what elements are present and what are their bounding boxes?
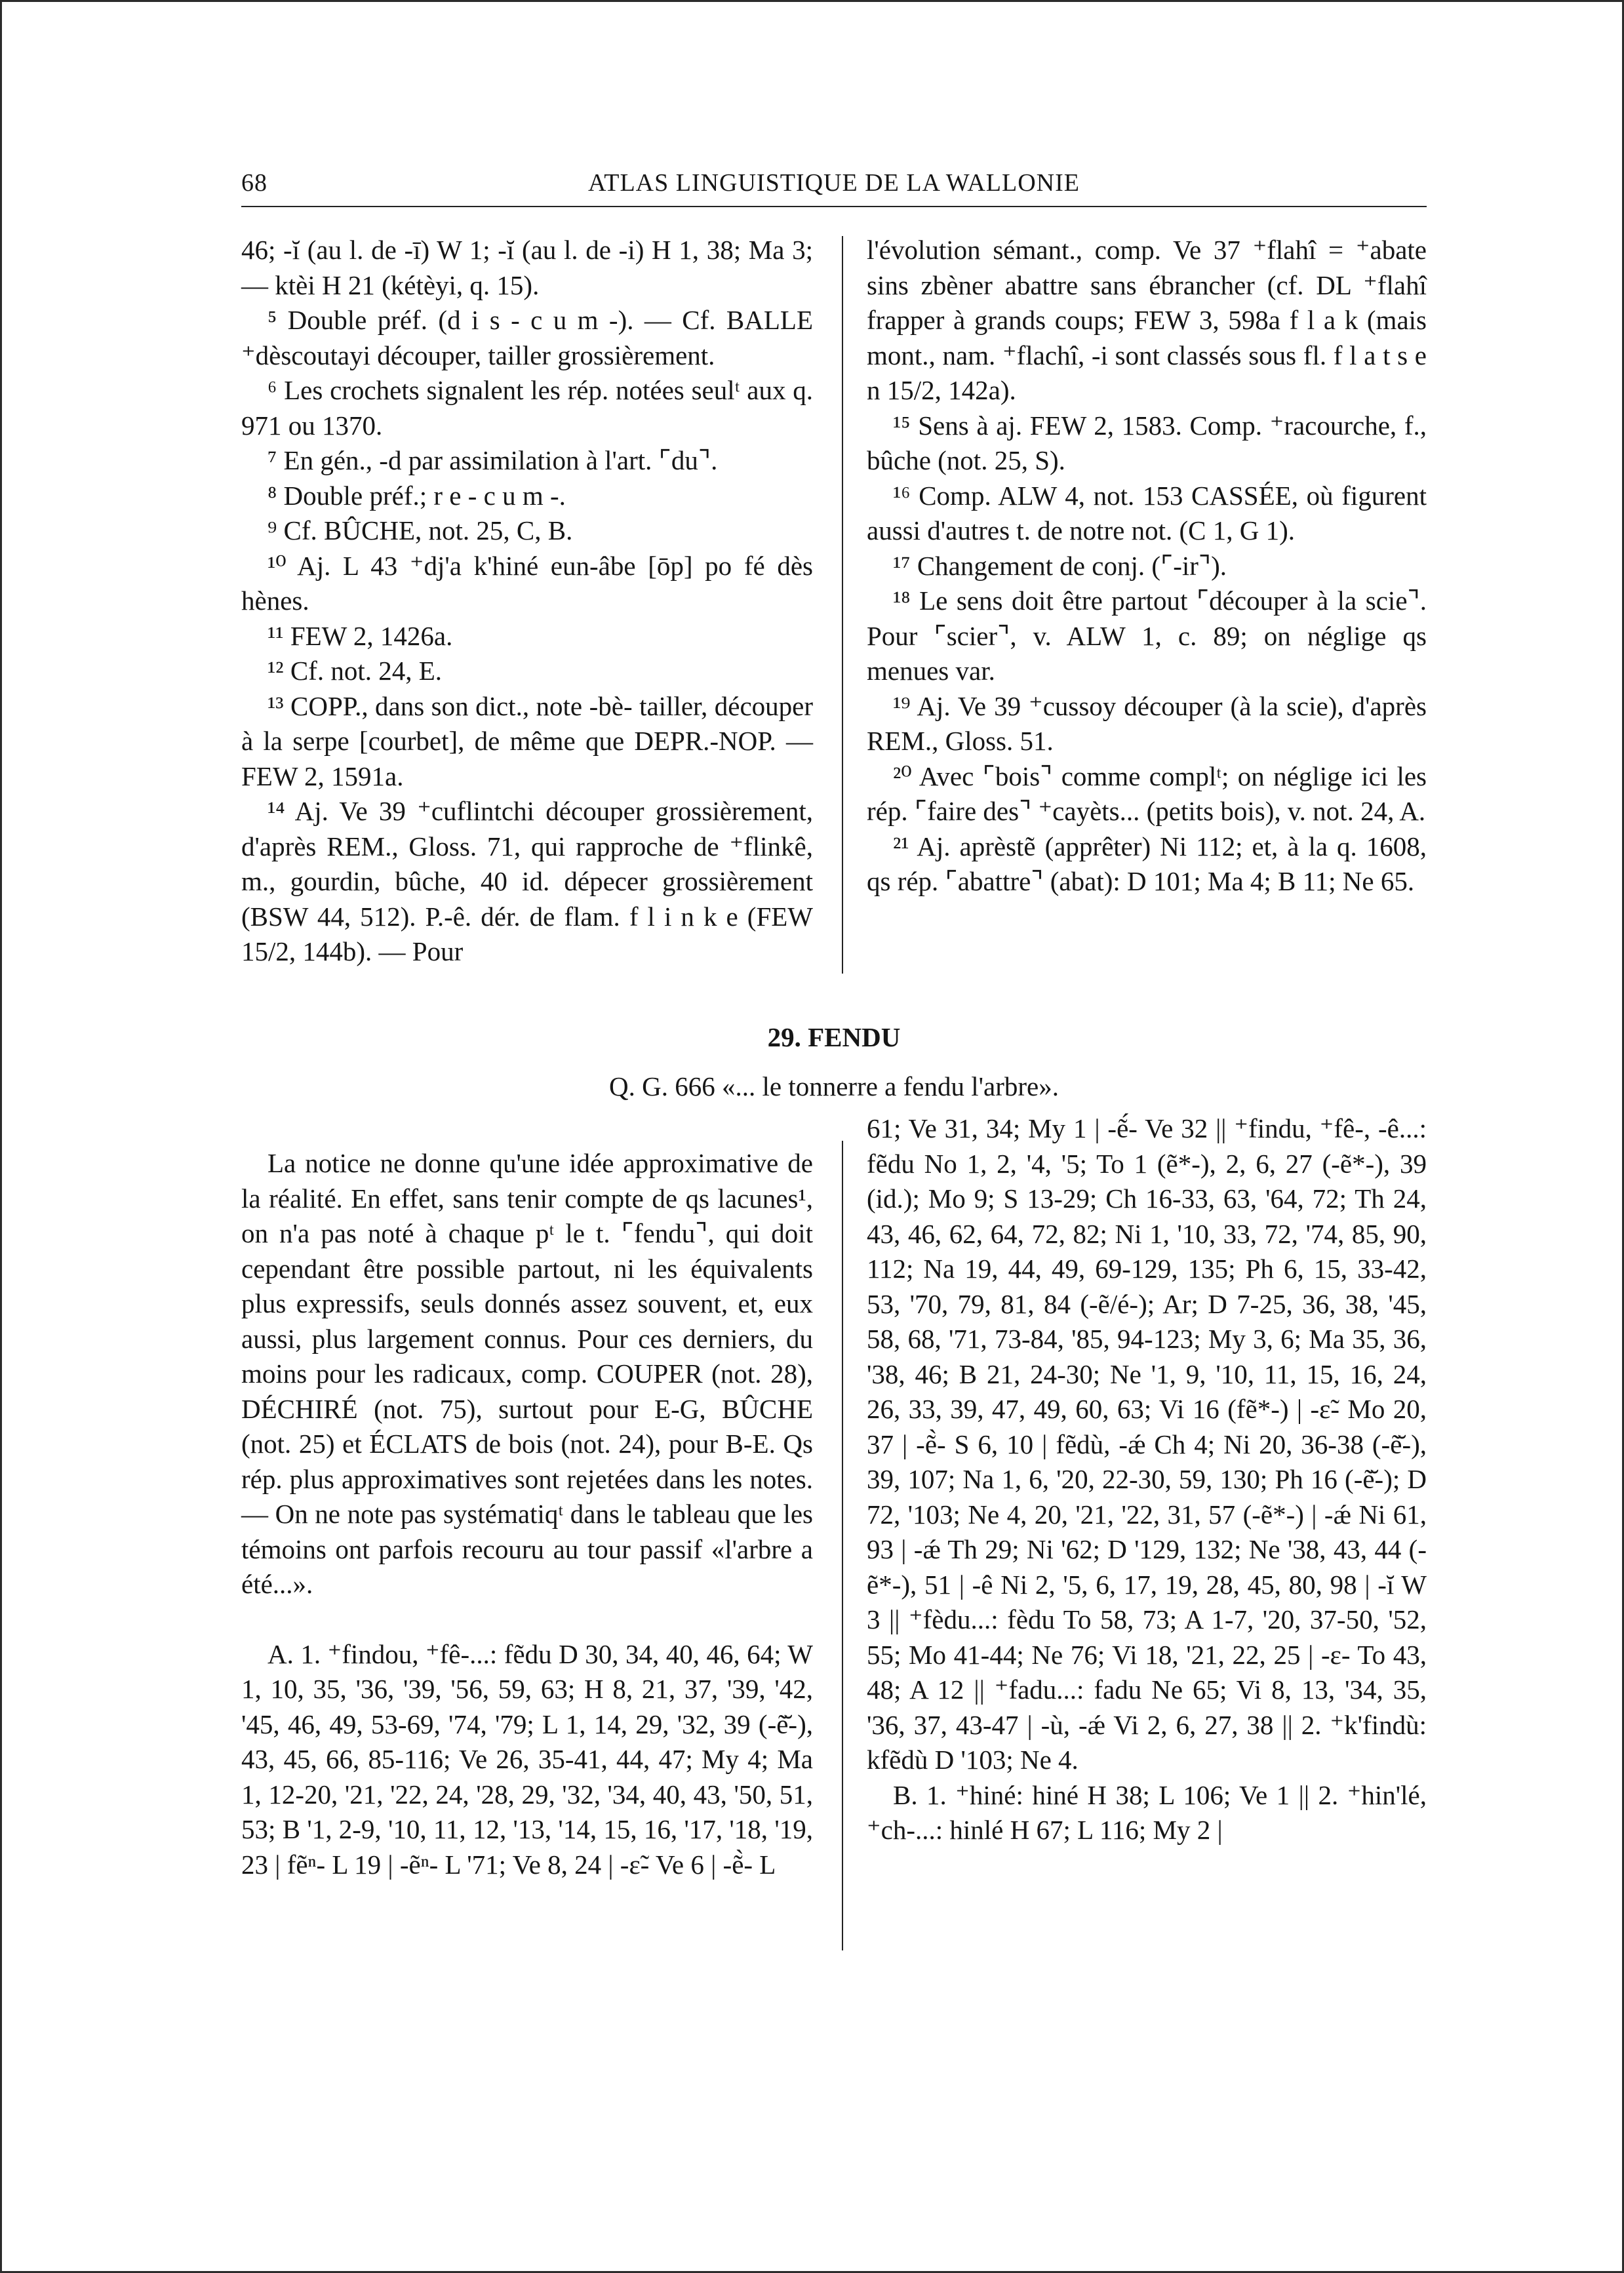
entry-b: B. 1. ⁺hiné: hiné H 38; L 106; Ve 1 || 2. ⁺hin'lé, ⁺ch-...: hinlé H 67; L 116; My 2 |: [867, 1779, 1427, 1845]
footnote-11: ¹¹ FEW 2, 1426a.: [267, 620, 453, 651]
footnote-12: ¹² Cf. not. 24, E.: [267, 656, 443, 686]
intro-paragraph: La notice ne donne qu'une idée approximative de la réalité. En effet, sans tenir compte de qs lacunes¹, on n'a pas noté à chaque pᵗ le t. ⌜fendu⌝, qui doit cependant être possible partout, ni les équivalents plus expressifs, seuls donnés assez souvent, et, eux aussi, plus largement connus. Pour ces derniers, du moins pour les radicaux, comp. COUPER (not. 28), DÉCHIRÉ (not. 75), surtout pour E-G, BÛCHE (not. 25) et ÉCLATS de bois (not. 24), pour B-E. Qs rép. plus approximatives sont rejetées dans les notes. — On ne note pas systématiqᵗ dans le tableau que les témoins ont parfois recouru au tour passif «l'arbre a été...».: [241, 1148, 813, 1599]
column-divider-bottom: [842, 1141, 843, 1950]
section-title: 29. FENDU: [767, 1022, 901, 1052]
body-right-column: [867, 1111, 1427, 1848]
page-number: 68: [241, 169, 267, 197]
footnote-6: ⁶ Les crochets signalent les rép. notées seulᵗ aux q. 971 ou 1370.: [241, 375, 813, 441]
footnote-continuation: 46; -ĭ (au l. de -ī) W 1; -ĭ (au l. de -i) H 1, 38; Ma 3; — ktèi H 21 (kétèyi, q. 15).: [241, 235, 813, 300]
running-header: [241, 168, 1427, 203]
footnotes-left-column: [241, 233, 813, 970]
footnote-20: ²⁰ Avec ⌜bois⌝ comme complᵗ; on néglige ici les rép. ⌜faire des⌝ ⁺cayèts... (petits bois), v. not. 24, A.: [867, 761, 1427, 826]
entry-a-continuation: 61; Ve 31, 34; My 1 | -ẽ́- Ve 32 || ⁺findu, ⁺fê-, -ê...: fẽdu No 1, 2, '4, '5; To 1 (ẽ*-), 2, 6, 27 (-ẽ*-), 39 (id.); Mo 9; S 13-29; Ch 16-33, 63, '64, 72; Th 24, 43, 46, 62, 64, 72, 82; Ni 1, '10, 33, 72, '74, 85, 90, 112; Na 19, 44, 49, 69-129, 135; Ph 6, 15, 33-42, 53, '70, 79, 81, 84 (-ẽ/é-); Ar; D 7-25, 36, 38, '45, 58, 68, '71, 73-84, '85, 94-123; My 3, 6; Ma 35, 36, '38, 46; B 21, 24-30; Ne '1, 9, '10, 11, 15, 16, 24, 26, 33, 39, 47, 49, 60, 63; Vi 16 (fẽ*-) | -ɛ̃- Mo 20, 37 | -ẽ̀- S 6, 10 | fẽdù, -ǽ Ch 4; Ni 20, 36-38 (-ẽ̆-), 39, 107; Na 1, 6, '20, 22-30, 59, 130; Ph 16 (-ẽ̆-); D 72, '103; Ne 4, 20, '21, '22, 31, 57 (-ẽ*-) | -ǽ Ni 61, 93 | -ǽ Th 29; Ni '62; D '129, 132; Ne '38, 43, 44 (-ẽ*-), 51 | -ê Ni 2, '5, 6, 17, 19, 28, 45, 80, 98 | -ĭ W 3 || ⁺fèdu...: fèdu To 58, 73; A 1-7, '20, 37-50, '52, 55; Mo 41-44; Ne 76; Vi 18, '21, 22, 25 | -ɛ- To 43, 48; A 12 || ⁺fadu...: fadu Ne 65; Vi 8, 13, '34, 35, '36, 37, 43-47 | -ù, -ǽ Vi 2, 6, 27, 38 || 2. ⁺k'findù: kfẽdù D '103; Ne 4.: [867, 1113, 1427, 1775]
footnote-5: ⁵ Double préf. (d i s - c u m -). — Cf. BALLE ⁺dèscoutayi découper, tailler grossièrement.: [241, 305, 813, 370]
footnote-18: ¹⁸ Le sens doit être partout ⌜découper à la scie⌝. Pour ⌜scier⌝, v. ALW 1, c. 89; on néglige qs menues var.: [867, 585, 1427, 686]
body-left-column: [241, 1146, 813, 1882]
running-title: ATLAS LINGUISTIQUE DE LA WALLONIE: [588, 169, 1080, 197]
footnote-16: ¹⁶ Comp. ALW 4, not. 153 CASSÉE, où figurent aussi d'autres t. de notre not. (C 1, G 1).: [867, 480, 1427, 545]
footnote-13: ¹³ COPP., dans son dict., note -bè- tailler, découper à la serpe [courbet], de même que DEPR.-NOP. — FEW 2, 1591a.: [241, 690, 813, 791]
entry-a: A. 1. ⁺findou, ⁺fê-...: fẽdu D 30, 34, 40, 46, 64; W 1, 10, 35, '36, '39, '56, 59, 63; H 8, 21, 37, '39, '42, '45, 46, 49, 53-69, '74, '79; L 1, 14, 29, '32, 39 (-ẽ̆-), 43, 45, 66, 85-116; Ve 26, 35-41, 44, 47; My 4; Ma 1, 12-20, '21, '22, 24, '28, 29, '32, '34, 40, 43, '50, 51, 53; B '1, 2-9, '10, 11, 12, '13, '14, 15, 16, '17, '18, '19, 23 | fẽⁿ- L 19 | -ẽⁿ- L '71; Ve 8, 24 | -ɛ̃- Ve 6 | -ẽ̀- L: [241, 1638, 813, 1880]
footnotes-right-column: [867, 233, 1427, 899]
header-rule: [241, 206, 1427, 207]
footnote-15: ¹⁵ Sens à aj. FEW 2, 1583. Comp. ⁺racourche, f., bûche (not. 25, S).: [867, 410, 1427, 475]
footnote-21: ²¹ Aj. aprèstẽ (apprêter) Ni 112; et, à la q. 1608, qs rép. ⌜abattre⌝ (abat): D 101; Ma 4; B 11; Ne 65.: [867, 831, 1427, 896]
footnote-14: ¹⁴ Aj. Ve 39 ⁺cuflintchi découper grossièrement, d'après REM., Gloss. 71, qui rapproche de ⁺flinkê, m., gourdin, bûche, 40 id. dépecer grossièrement (BSW 44, 512). P.-ê. dér. de flam. f l i n k e (FEW 15/2, 144b). — Pour: [241, 796, 813, 966]
footnote-14-continuation: l'évolution sémant., comp. Ve 37 ⁺flahî = ⁺abate sins zbèner abattre sans ébrancher (cf. DL ⁺flahî frapper à grands coups; FEW 3, 598a f l a k (mais mont., nam. ⁺flachî, -i sont classés sous fl. f l a t s e n 15/2, 142a).: [867, 235, 1427, 405]
column-divider-top: [842, 236, 843, 974]
footnote-7: ⁷ En gén., -d par assimilation à l'art. ⌜du⌝.: [267, 445, 718, 475]
footnote-17: ¹⁷ Changement de conj. (⌜-ir⌝).: [893, 550, 1227, 581]
footnote-8: ⁸ Double préf.; r e - c u m -.: [267, 480, 566, 511]
footnote-19: ¹⁹ Aj. Ve 39 ⁺cussoy découper (à la scie), d'après REM., Gloss. 51.: [867, 690, 1427, 756]
footnote-10: ¹⁰ Aj. L 43 ⁺dj'a k'hiné eun-âbe [ōp] po fé dès hènes.: [241, 550, 813, 616]
footnote-9: ⁹ Cf. BÛCHE, not. 25, C, B.: [267, 515, 573, 545]
paragraph-gap: [241, 1602, 813, 1637]
section-question: Q. G. 666 «... le tonnerre a fendu l'arbre».: [609, 1071, 1059, 1101]
